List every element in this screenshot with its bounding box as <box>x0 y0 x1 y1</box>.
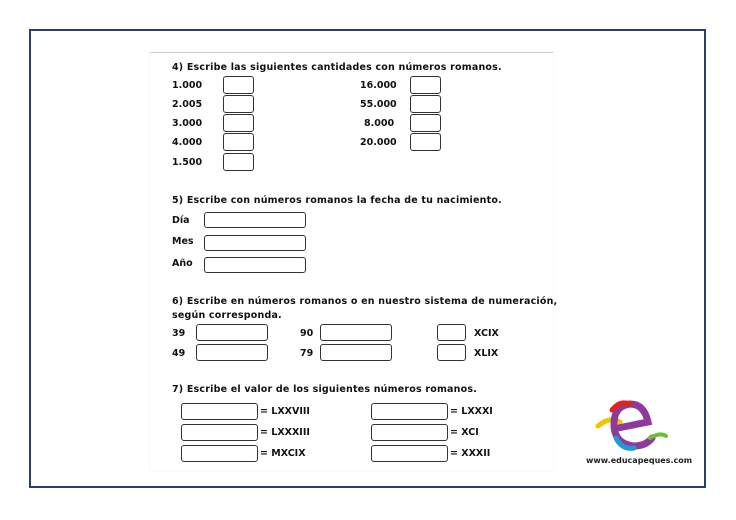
birth-year-field[interactable] <box>204 257 306 273</box>
q6-roman: XLIX <box>474 348 499 359</box>
q6-answer-box[interactable] <box>437 324 466 341</box>
q4-left-label: 3.000 <box>172 118 203 129</box>
q5-field-label: Año <box>172 258 193 269</box>
q4-right-label: 16.000 <box>360 80 397 91</box>
q4-answer-box[interactable] <box>410 133 441 151</box>
q4-right-label: 20.000 <box>360 137 397 148</box>
q4-answer-box[interactable] <box>410 76 441 94</box>
q4-answer-box[interactable] <box>223 153 254 171</box>
q6-number: 90 <box>300 328 314 339</box>
q6-number: 49 <box>172 348 186 359</box>
q4-left-label: 1.000 <box>172 80 203 91</box>
q4-left-label: 1.500 <box>172 157 203 168</box>
q6-number: 79 <box>300 348 314 359</box>
q7-answer-box[interactable] <box>181 403 258 420</box>
q7-answer-box[interactable] <box>181 424 258 441</box>
birth-month-field[interactable] <box>204 235 306 251</box>
q4-answer-box[interactable] <box>223 95 254 113</box>
q5-field-label: Día <box>172 215 190 226</box>
website-url[interactable]: www.educapeques.com <box>586 456 693 465</box>
q6-answer-box[interactable] <box>320 344 392 361</box>
q5-field-label: Mes <box>172 236 194 247</box>
birth-day-field[interactable] <box>204 212 306 228</box>
q7-title: 7) Escribe el valor de los siguientes números romanos. <box>172 384 478 395</box>
q6-roman: XCIX <box>474 328 499 339</box>
q4-left-label: 2.005 <box>172 99 203 110</box>
q6-answer-box[interactable] <box>196 324 268 341</box>
q6-answer-box[interactable] <box>437 344 466 361</box>
q4-left-label: 4.000 <box>172 137 203 148</box>
q4-answer-box[interactable] <box>410 114 441 132</box>
q4-title: 4) Escribe las siguientes cantidades con números romanos. <box>172 62 502 73</box>
q4-right-label: 55.000 <box>360 99 397 110</box>
q4-answer-box[interactable] <box>223 76 254 94</box>
q4-right-label: 8.000 <box>364 118 395 129</box>
q4-answer-box[interactable] <box>410 95 441 113</box>
q7-roman: = MXCIX <box>260 448 306 459</box>
q6-answer-box[interactable] <box>320 324 392 341</box>
q4-answer-box[interactable] <box>223 133 254 151</box>
q6-title-line2: según corresponda. <box>172 310 282 321</box>
q7-answer-box[interactable] <box>371 403 448 420</box>
q6-answer-box[interactable] <box>196 344 268 361</box>
q7-answer-box[interactable] <box>181 445 258 462</box>
q7-roman: = XCI <box>450 427 479 438</box>
q7-answer-box[interactable] <box>371 424 448 441</box>
q6-number: 39 <box>172 328 186 339</box>
q7-roman: = LXXVIII <box>260 406 310 417</box>
q7-answer-box[interactable] <box>371 445 448 462</box>
q7-roman: = LXXXI <box>450 406 493 417</box>
q7-roman: = LXXXIII <box>260 427 310 438</box>
q7-roman: = XXXII <box>450 448 491 459</box>
educapeques-logo-icon <box>590 398 670 456</box>
q6-title-line1: 6) Escribe en números romanos o en nuestro sistema de numeración, <box>172 296 558 307</box>
q5-title: 5) Escribe con números romanos la fecha de tu nacimiento. <box>172 195 502 206</box>
q4-answer-box[interactable] <box>223 114 254 132</box>
